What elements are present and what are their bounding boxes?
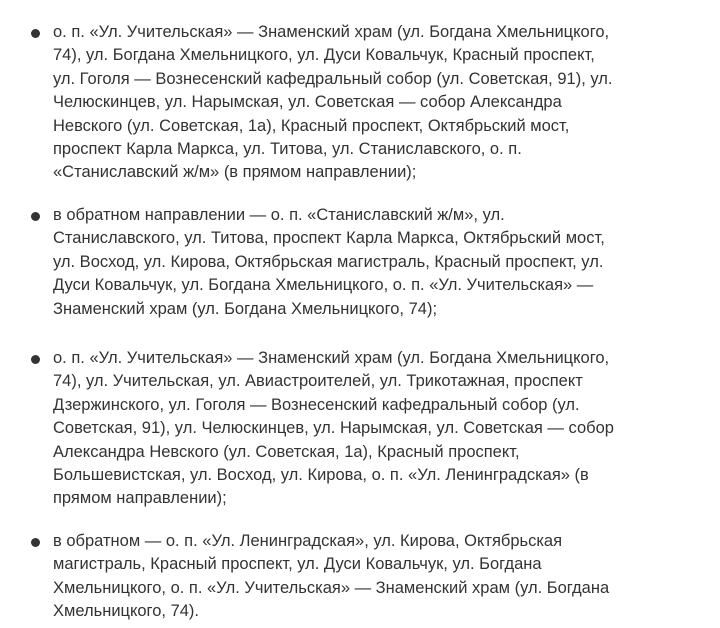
text-line: прямом направлении); [53, 489, 227, 508]
bullet-icon [31, 538, 40, 547]
text-line: в обратном — о. п. «Ул. Ленинградская», ул. Кирова, Октябрьская [53, 532, 563, 550]
text-line: Александра Невского (ул. Советская, 1а), Красный проспект, [53, 442, 520, 461]
bullet-icon [31, 212, 40, 221]
route-text [53, 204, 703, 321]
text-line: о. п. «Ул. Учительская» — Знаменский храм (ул. Богдана Хмельницкого, [53, 349, 610, 367]
text-line: 74), ул. Богдана Хмельницкого, ул. Дуси Ковальчук, Красный проспект, [53, 46, 595, 65]
text-line: ул. Восход, ул. Кирова, Октябрьская магистраль, Красный проспект, ул. [53, 252, 604, 271]
bullet-icon [31, 29, 40, 38]
text-line: ул. Гоголя — Вознесенский кафедральный собор (ул. Советская, 91), ул. [53, 69, 613, 88]
bullet-icon [31, 355, 40, 364]
route-text [53, 530, 703, 624]
text-line: в обратном направлении — о. п. «Станиславский ж/м», ул. [53, 206, 505, 224]
text-line: Хмельницкого, о. п. «Ул. Учительская» — Знаменский храм (ул. Богдана [53, 578, 610, 597]
text-line: о. п. «Ул. Учительская» — Знаменский храм (ул. Богдана Хмельницкого, [53, 23, 610, 41]
text-line: Челюскинцев, ул. Нарымская, ул. Советская — собор Александра [53, 93, 562, 112]
text-line: Советская, 91), ул. Челюскинцев, ул. Нарымская, ул. Советская — собор [53, 419, 614, 438]
text-line: магистраль, Красный проспект, ул. Дуси Ковальчук, ул. Богдана [53, 555, 542, 574]
text-line: Знаменский храм (ул. Богдана Хмельницкого, 74); [53, 299, 438, 318]
text-line: Хмельницкого, 74). [53, 602, 199, 621]
text-line: Невского (ул. Советская, 1а), Красный проспект, Октябрьский мост, [53, 116, 570, 135]
route-text [53, 21, 703, 185]
text-line: Дуси Ковальчук, ул. Богдана Хмельницкого, о. п. «Ул. Учительская» — [53, 276, 594, 295]
text-line: Станиславского, ул. Титова, проспект Карла Маркса, Октябрьский мост, [53, 229, 605, 248]
text-line: 74), ул. Учительская, ул. Авиастроителей, ул. Трикотажная, проспект [53, 372, 583, 391]
text-line: «Станиславский ж/м» (в прямом направлении); [53, 163, 417, 182]
text-line: проспект Карла Маркса, ул. Титова, ул. Станиславского, о. п. [53, 139, 522, 158]
route-text [53, 347, 703, 511]
text-line: Дзержинского, ул. Гоголя — Вознесенский кафедральный собор (ул. [53, 395, 580, 414]
text-line: Большевистская, ул. Восход, ул. Кирова, о. п. «Ул. Ленинградская» (в [53, 465, 589, 484]
